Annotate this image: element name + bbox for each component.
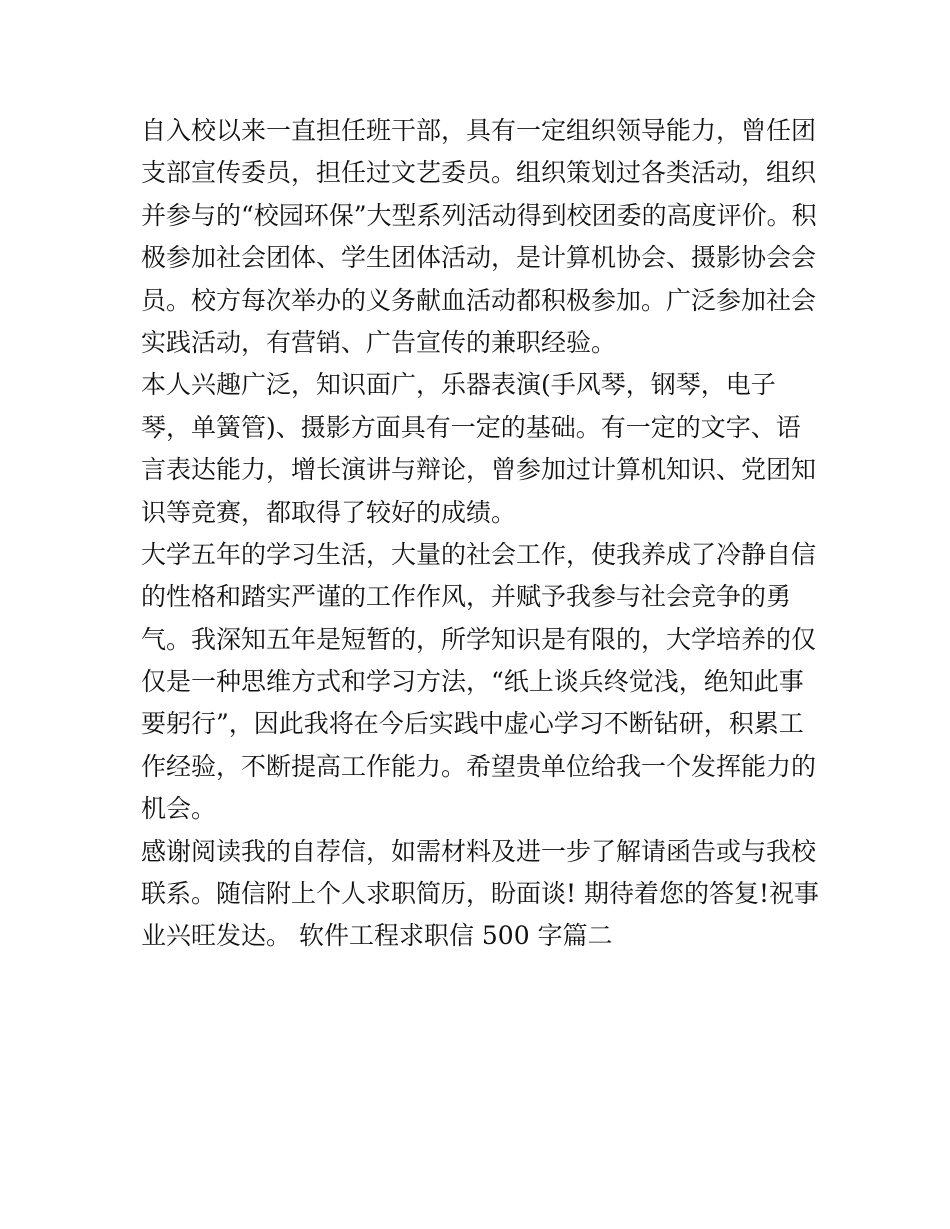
paragraph-interests xyxy=(141,364,821,534)
text-line: 的性格和踏实严谨的工作作风，并赋予我参与社会竞争的勇 xyxy=(141,582,792,612)
text-line: 业兴旺发达。 软件工程求职信 500 字篇二 xyxy=(141,921,613,951)
text-line: 员。校方每次举办的义务献血活动都积极参加。广泛参加社会 xyxy=(141,285,817,315)
text-line: 作经验，不断提高工作能力。希望贵单位给我一个发挥能力的 xyxy=(141,751,817,781)
text-line: 识等竞赛，都取得了较好的成绩。 xyxy=(141,497,517,527)
paragraph-character xyxy=(141,534,821,831)
paragraph-closing xyxy=(141,831,821,958)
text-line: 机会。 xyxy=(141,794,217,824)
text-line: 仅是一种思维方式和学习方法，“纸上谈兵终觉浅，绝知此事 xyxy=(141,667,804,697)
text-line: 联系。随信附上个人求职简历，盼面谈! 期待着您的答复!祝事 xyxy=(141,879,820,909)
text-line: 要躬行”，因此我将在今后实践中虚心学习不断钻研，积累工 xyxy=(141,709,804,739)
text-line: 极参加社会团体、学生团体活动，是计算机协会、摄影协会会 xyxy=(141,243,817,273)
text-line: 气。我深知五年是短暂的，所学知识是有限的，大学培养的仅 xyxy=(141,624,817,654)
text-line: 支部宣传委员，担任过文艺委员。组织策划过各类活动，组织 xyxy=(141,158,817,188)
text-line: 本人兴趣广泛，知识面广，乐器表演(手风琴，钢琴，电子 xyxy=(141,370,776,400)
paragraph-activities xyxy=(141,110,821,364)
text-line: 言表达能力，增长演讲与辩论，曾参加过计算机知识、党团知 xyxy=(141,455,817,485)
text-line: 自入校以来一直担任班干部，具有一定组织领导能力，曾任团 xyxy=(141,116,817,145)
text-line: 并参与的“校园环保”大型系列活动得到校团委的高度评价。积 xyxy=(141,200,817,230)
document-body xyxy=(141,110,821,958)
text-line: 实践活动，有营销、广告宣传的兼职经验。 xyxy=(141,327,617,357)
text-line: 大学五年的学习生活，大量的社会工作，使我养成了冷静自信 xyxy=(141,539,817,569)
text-line: 感谢阅读我的自荐信，如需材料及进一步了解请函告或与我校 xyxy=(141,836,817,866)
text-line: 琴，单簧管)、摄影方面具有一定的基础。有一定的文字、语 xyxy=(141,412,801,442)
